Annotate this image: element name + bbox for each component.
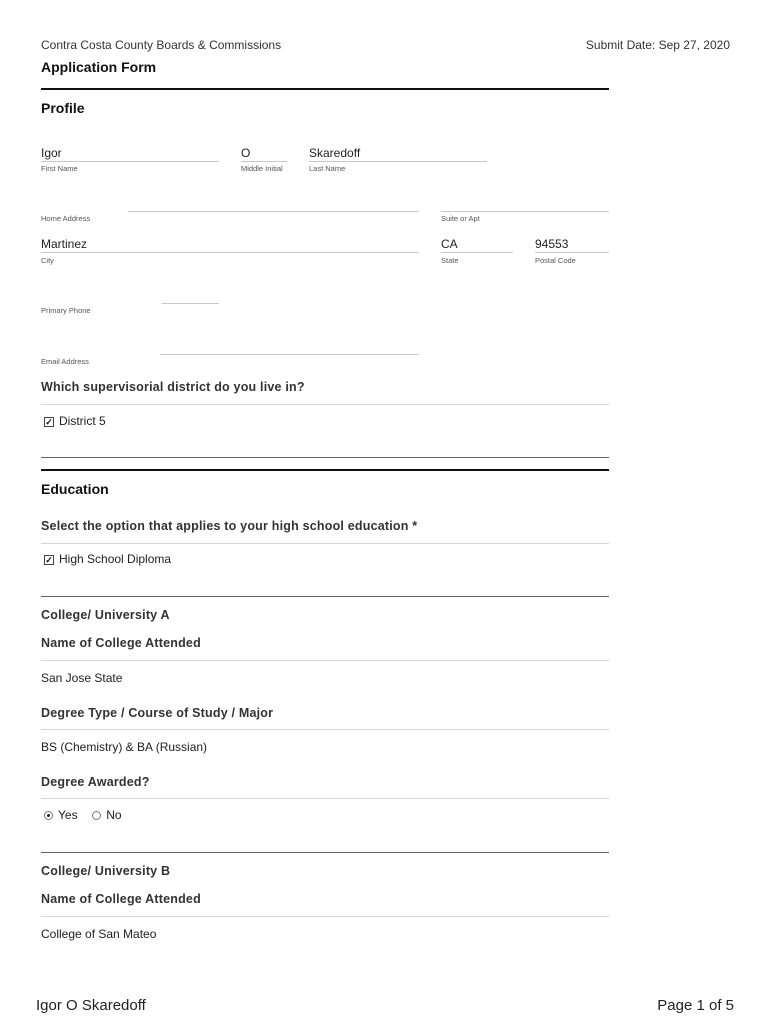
middle-initial-label: Middle Initial — [241, 164, 283, 173]
header-divider — [41, 88, 609, 90]
high-school-question-divider — [41, 543, 609, 544]
degree-awarded-yes-label: Yes — [58, 808, 78, 822]
district-answer-text: District 5 — [59, 414, 106, 428]
degree-awarded-options — [44, 808, 122, 822]
education-section-title: Education — [41, 481, 109, 497]
college-a-degree-question: Degree Type / Course of Study / Major — [41, 706, 274, 720]
postal-code-value: 94553 — [535, 237, 569, 251]
suite-underline — [441, 211, 609, 212]
organization-name: Contra Costa County Boards & Commissions — [41, 38, 282, 52]
first-name-underline — [41, 161, 219, 162]
district-question-divider — [41, 404, 609, 405]
college-a-heading: College/ University A — [41, 608, 170, 622]
middle-initial-underline — [241, 161, 287, 162]
primary-phone-label: Primary Phone — [41, 306, 91, 315]
last-name-label: Last Name — [309, 164, 346, 173]
footer-page-indicator: Page 1 of 5 — [657, 997, 734, 1014]
high-school-checkbox[interactable]: ✓ — [45, 554, 53, 565]
submit-date: Submit Date: Sep 27, 2020 — [585, 38, 730, 52]
college-a-degree-answer: BS (Chemistry) & BA (Russian) — [41, 740, 208, 754]
first-name-value: Igor — [41, 146, 62, 160]
primary-phone-underline — [162, 303, 219, 304]
district-checkbox[interactable]: ✓ — [45, 416, 53, 427]
home-address-underline — [128, 211, 419, 212]
state-value: CA — [441, 237, 458, 251]
city-underline — [41, 252, 419, 253]
college-b-name-question: Name of College Attended — [41, 892, 201, 906]
college-a-name-divider — [41, 660, 609, 661]
middle-initial-value: O — [241, 146, 251, 160]
degree-awarded-no-label: No — [106, 808, 122, 822]
high-school-answer-text: High School Diploma — [59, 552, 172, 566]
email-label: Email Address — [41, 357, 89, 366]
city-value: Martinez — [41, 237, 88, 251]
education-top-divider — [41, 469, 609, 471]
college-a-awarded-divider — [41, 798, 609, 799]
postal-code-label: Postal Code — [535, 256, 576, 265]
email-underline — [160, 354, 419, 355]
profile-end-divider — [41, 457, 609, 458]
college-a-degree-divider — [41, 729, 609, 730]
college-b-name-answer: College of San Mateo — [41, 927, 157, 941]
college-b-name-divider — [41, 916, 609, 917]
state-underline — [441, 252, 513, 253]
home-address-label: Home Address — [41, 214, 91, 223]
postal-code-underline — [535, 252, 609, 253]
degree-awarded-no-radio[interactable] — [92, 811, 101, 820]
college-a-name-question: Name of College Attended — [41, 636, 201, 650]
state-label: State — [441, 256, 459, 265]
district-answer — [44, 414, 106, 428]
form-title: Application Form — [41, 59, 157, 75]
college-b-heading: College/ University B — [41, 864, 171, 878]
profile-section-title: Profile — [41, 100, 85, 116]
last-name-value: Skaredoff — [309, 146, 361, 160]
high-school-question: Select the option that applies to your high school education * — [41, 519, 418, 533]
district-question: Which supervisorial district do you live in? — [41, 380, 305, 394]
high-school-answer — [44, 552, 171, 566]
college-a-divider — [41, 596, 609, 597]
college-b-divider — [41, 852, 609, 853]
city-label: City — [41, 256, 54, 265]
suite-label: Suite or Apt — [441, 214, 480, 223]
first-name-label: First Name — [41, 164, 78, 173]
college-a-awarded-question: Degree Awarded? — [41, 775, 150, 789]
degree-awarded-yes-radio[interactable] — [44, 811, 53, 820]
footer-applicant-name: Igor O Skaredoff — [36, 997, 146, 1014]
last-name-underline — [309, 161, 487, 162]
college-a-name-answer: San Jose State — [41, 671, 123, 685]
